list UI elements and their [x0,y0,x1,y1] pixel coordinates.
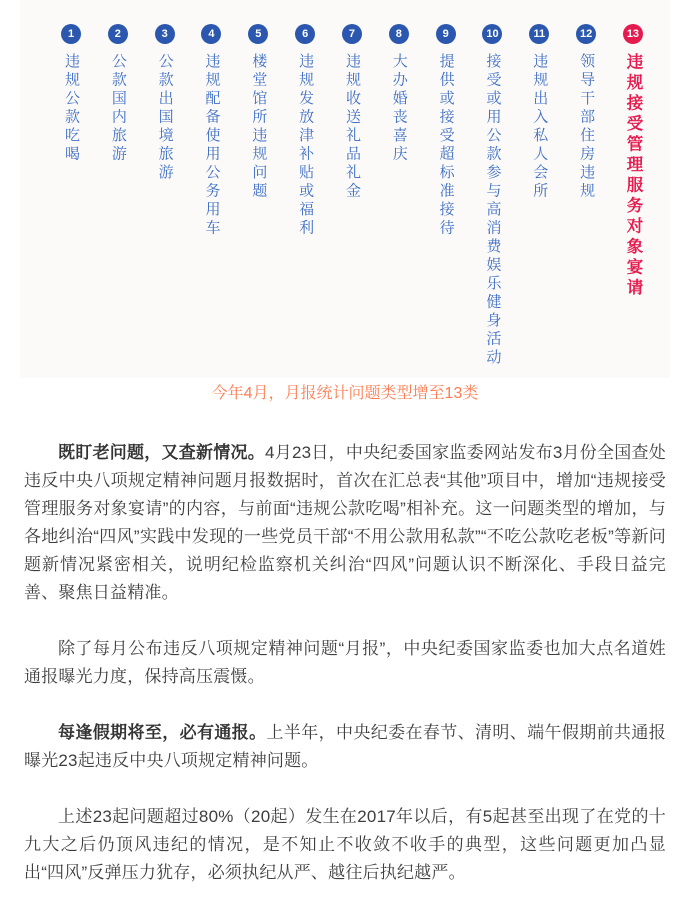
violation-column-9 [431,24,461,238]
violation-label: 违规发放津补贴或福利 [297,53,315,238]
violation-label: 违规接受管理服务对象宴请 [623,53,642,299]
number-badge: 2 [108,24,128,44]
paragraph-1 [24,439,666,607]
infographic-caption: 今年4月，月报统计问题类型增至13类 [211,385,479,402]
paragraph-2-text: 除了每月公布违反八项规定精神问题“月报”，中央纪委国家监委也加大点名道姓通报曝光力度，保持高压震慑。 [24,639,666,686]
number-badge: 7 [342,24,362,44]
number-badge: 13 [623,24,643,44]
number-badge: 4 [201,24,221,44]
paragraph-4-text: 上述23起问题超过80%（20起）发生在2017年以后，有5起甚至出现了在党的十九大之后仍顶风违纪的情况，是不知止不收敛不收手的典型，这些问题更加凸显出“四风”反弹压力犹存，必须执纪从严、越往后执纪越严。 [24,807,666,882]
violation-column-4 [196,24,226,238]
violation-column-12 [571,24,601,201]
violation-column-1 [56,24,86,164]
violation-column-3 [150,24,180,183]
violation-label: 提供或接受超标准接待 [437,53,455,238]
violation-column-2 [103,24,133,164]
violation-label: 违规出入私人会所 [531,53,549,201]
number-badge: 9 [436,24,456,44]
number-badge: 1 [61,24,81,44]
paragraph-4 [24,803,666,887]
violation-label: 接受或用公款参与高消费娱乐健身活动 [484,53,502,368]
paragraph-1-lead: 既盯老问题，又查新情况。 [58,443,266,462]
violation-column-13-highlighted [618,24,648,299]
paragraph-2 [24,635,666,691]
number-badge: 6 [295,24,315,44]
violation-label: 公款出国境旅游 [156,53,174,183]
violation-column-10 [477,24,507,368]
number-badge: 10 [482,24,502,44]
violation-label: 公款国内旅游 [109,53,127,164]
violation-types-infographic [20,0,670,378]
number-badge: 12 [576,24,596,44]
number-badge: 11 [529,24,549,44]
violation-label: 楼堂馆所违规问题 [250,53,268,201]
number-badge: 3 [155,24,175,44]
violation-column-7 [337,24,367,201]
paragraph-3 [24,719,666,775]
violation-label: 违规配备使用公务用车 [203,53,221,238]
violation-column-11 [524,24,554,201]
number-badge: 5 [248,24,268,44]
violation-column-5 [243,24,273,201]
violation-column-8 [384,24,414,164]
violation-column-6 [290,24,320,238]
violation-label: 大办婚丧喜庆 [390,53,408,164]
violation-label: 领导干部住房违规 [578,53,596,201]
violation-label: 违规公款吃喝 [63,53,80,164]
number-badge: 8 [389,24,409,44]
violation-label: 违规收送礼品礼金 [343,53,361,201]
article-body [0,406,690,887]
paragraph-3-text: 上半年，中央纪委在春节、清明、端午假期前共通报曝光23起违反中央八项规定精神问题。 [24,723,666,770]
paragraph-3-lead: 每逢假期将至，必有通报。 [58,723,267,742]
paragraph-1-text: 4月23日，中央纪委国家监委网站发布3月份全国查处违反中央八项规定精神问题月报数据时，首次在汇总表“其他”项目中，增加“违规接受管理服务对象宴请”的内容，与前面“违规公款吃喝”相补充。这一问题类型的增加，与各地纠治“四风”实践中发现的一些党员干部“不用公款用私款”“不吃公款吃老板”等新问题新情况紧密相关，说明纪检监察机关纠治“四风”问题认识不断深化、手段日益完善、聚焦日益精准。 [24,443,666,602]
